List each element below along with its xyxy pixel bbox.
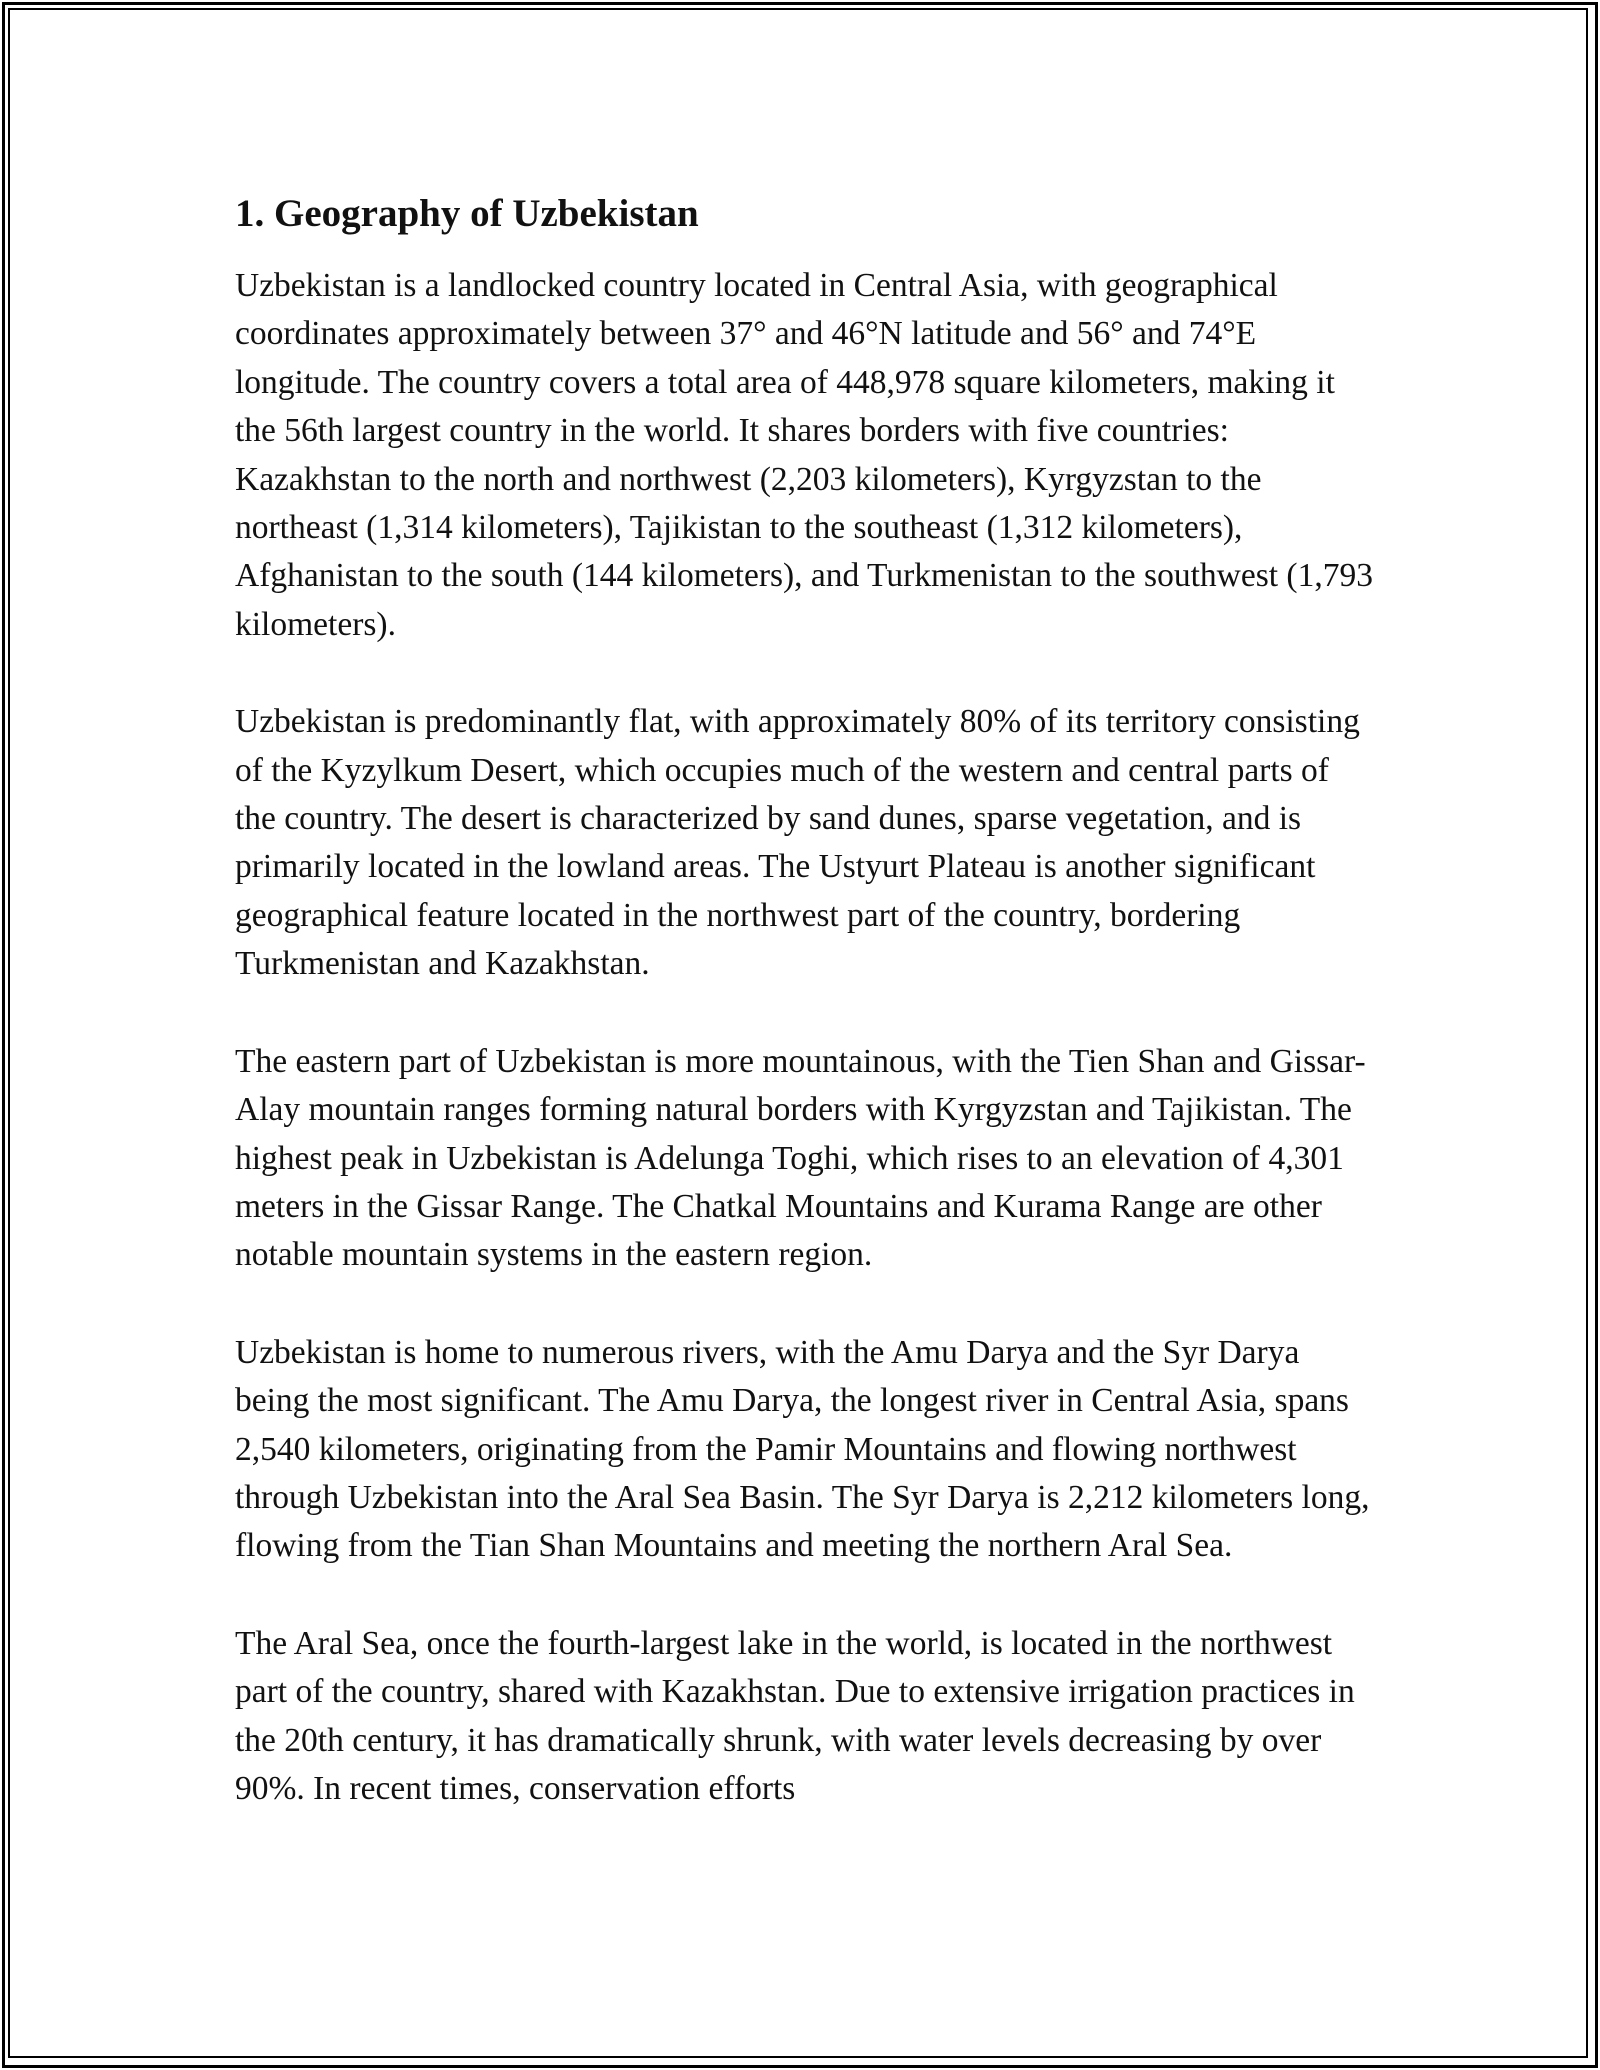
- paragraph-mountains: The eastern part of Uzbekistan is more mountainous, with the Tien Shan and Gissar-Alay mountain ranges forming natural borders with Kyrgyzstan and Tajikistan. The highest peak in Uzbekistan is Adelunga Toghi, which rises to an elevation of 4,301 meters in the Gissar Range. The Chatkal Mountains and Kurama Range are other notable mountain systems in the eastern region.: [235, 1042, 1366, 1274]
- paragraph-desert-plateau: Uzbekistan is predominantly flat, with approximately 80% of its territory consisting of the Kyzylkum Desert, which occupies much of the western and central parts of the country. The desert is characterized by sand dunes, sparse vegetation, and is primarily located in the lowland areas. The Ustyurt Plateau is another significant geographical feature located in the northwest part of the country, bordering Turkmenistan and Kazakhstan.: [235, 703, 1360, 983]
- paragraph-rivers: Uzbekistan is home to numerous rivers, with the Amu Darya and the Syr Darya being the most significant. The Amu Darya, the longest river in Central Asia, spans 2,540 kilometers, originating from the Pamir Mountains and flowing northwest through Uzbekistan into the Aral Sea Basin. The Syr Darya is 2,212 kilometers long, flowing from the Tian Shan Mountains and meeting the northern Aral Sea.: [235, 1333, 1370, 1565]
- document-body: [235, 188, 1375, 1813]
- paragraph-aral-sea: The Aral Sea, once the fourth-largest lake in the world, is located in the northwest part of the country, shared with Kazakhstan. Due to extensive irrigation practices in the 20th century, it has dramatically shrunk, with water levels decreasing by over 90%. In recent times, conservation efforts: [235, 1624, 1355, 1807]
- section-heading: 1. Geography of Uzbekistan: [235, 192, 699, 235]
- paragraph-location-borders: Uzbekistan is a landlocked country located in Central Asia, with geographical coordinates approximately between 37° and 46°N latitude and 56° and 74°E longitude. The country covers a total area of 448,978 square kilometers, making it the 56th largest country in the world. It shares borders with five countries: Kazakhstan to the north and northwest (2,203 kilometers), Kyrgyzstan to the northeast (1,314 kilometers), Tajikistan to the southeast (1,312 kilometers), Afghanistan to the south (144 kilometers), and Turkmenistan to the southwest (1,793 kilometers).: [235, 267, 1373, 643]
